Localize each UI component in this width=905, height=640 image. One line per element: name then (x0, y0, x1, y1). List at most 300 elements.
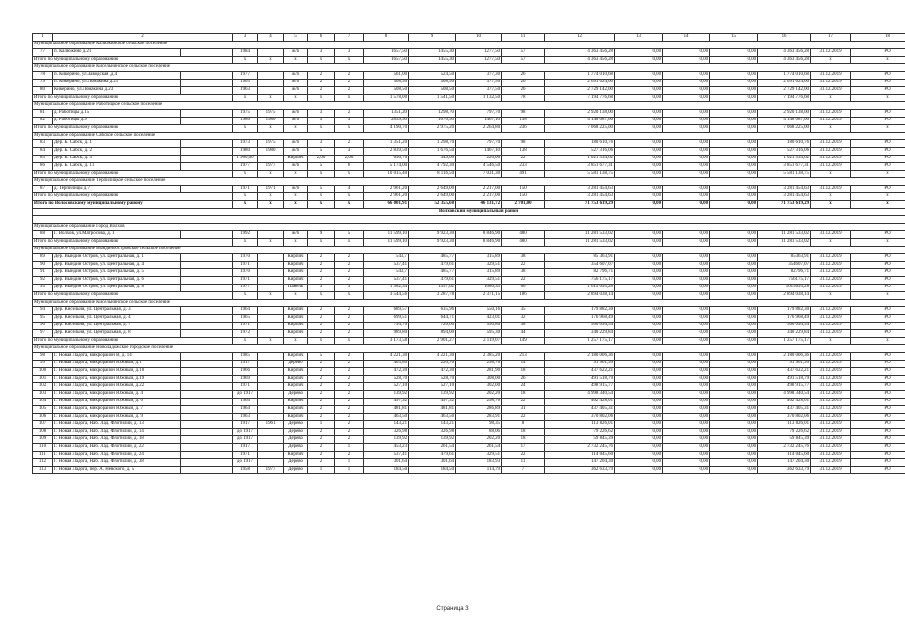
address-cell: Дер. Б. Сабск, д. 3 (53, 155, 181, 163)
table-cell: 2 (335, 71, 364, 79)
table-cell: 0,00 (663, 117, 710, 125)
total-cell: 8 116,50 (409, 170, 456, 178)
column-number: 9 (409, 34, 456, 42)
table-cell: 362 633,79 (545, 466, 615, 474)
table-cell: 2 (335, 277, 364, 285)
table-cell: РО (851, 49, 905, 57)
total-label: Итого по муниципальному образованию (33, 337, 233, 345)
table-cell: 98 (502, 109, 545, 117)
total-cell: х (308, 193, 335, 201)
table-cell: 2 (308, 269, 335, 277)
table-cell: 31.12.2019 (811, 406, 851, 414)
total-cell: 0,00 (615, 56, 663, 64)
table-cell: 1971 (233, 261, 258, 269)
table-cell: 2 (335, 368, 364, 376)
table-cell: 96 (33, 322, 53, 330)
table-cell: 31.12.2019 (811, 428, 851, 436)
table-cell: 508,50 (409, 79, 456, 87)
table-cell (258, 383, 284, 391)
total-cell: х (335, 94, 364, 102)
total-cell: 0,00 (615, 170, 663, 178)
address-cell: Дер. Вындин Остров, ул. Центральная, д. 6 (53, 277, 181, 285)
total-cell: х (233, 239, 258, 247)
address-cell: Г. Новая Ладога, микрорайон Южный, д. 4 (53, 390, 181, 398)
table-cell: 301,64 (364, 459, 409, 467)
table-cell: 0,00 (615, 269, 663, 277)
table-cell: 0,00 (663, 277, 710, 285)
total-cell: х (233, 125, 258, 133)
municipality-section-row (33, 223, 905, 231)
table-cell: 2 180 006,36 (545, 352, 615, 360)
table-cell (258, 155, 284, 163)
table-cell (258, 352, 284, 360)
total-cell: 491 (502, 170, 545, 178)
total-cell: х (811, 337, 851, 345)
table-cell: 2 (308, 261, 335, 269)
total-cell: х (284, 125, 308, 133)
table-row (33, 307, 905, 315)
table-cell: 5 174,00 (364, 163, 409, 171)
address-cell: Г. Новая Ладога, Наб. Лад. Флотилии, д. 22 (53, 444, 181, 452)
table-cell: Кирпич (284, 314, 308, 322)
table-cell: 315,89 (456, 269, 502, 277)
total-cell: х (258, 239, 284, 247)
table-row (33, 163, 905, 171)
table-cell: 2 (308, 71, 335, 79)
total-cell: х (308, 337, 335, 345)
table-cell: 0,00 (710, 406, 758, 414)
table-cell: 527,10 (364, 383, 409, 391)
table-cell: 1080,35 (456, 284, 502, 292)
total-cell: 1277,50 (456, 56, 502, 64)
column-number: 1 (33, 34, 53, 42)
municipality-total-row (33, 56, 905, 64)
total-cell: 2 975,20 (409, 125, 456, 133)
table-cell: Дерево (284, 444, 308, 452)
table-cell (181, 163, 233, 171)
table-cell: 2 (335, 352, 364, 360)
table-cell: ж/б (284, 140, 308, 148)
table-cell: 59 845,39 (545, 436, 615, 444)
table-cell: 497,32 (364, 398, 409, 406)
table-cell: 472,30 (409, 368, 456, 376)
table-cell (181, 368, 233, 376)
total-cell: х (335, 125, 364, 133)
table-cell: 0,00 (615, 87, 663, 95)
table-cell (258, 390, 284, 398)
table-cell (181, 444, 233, 452)
table-cell: 91 961,99 (758, 360, 811, 368)
table-cell: РО (851, 284, 905, 292)
address-cell: Дер. Вындин Остров, ул. Центральная, д. 5 (53, 269, 181, 277)
table-cell (181, 352, 233, 360)
table-cell (181, 428, 233, 436)
table-cell (181, 375, 233, 383)
table-cell: 0,00 (663, 49, 710, 57)
table-cell: 0,00 (663, 368, 710, 376)
table-cell: 1963 (233, 87, 258, 95)
total-cell: 1 541,50 (409, 94, 456, 102)
table-cell: 508,50 (364, 79, 409, 87)
table-cell: 543,7 (364, 254, 409, 262)
table-cell: 524,50 (409, 71, 456, 79)
table-cell: 403,80 (364, 360, 409, 368)
table-cell: 0,00 (710, 413, 758, 421)
table-cell (258, 459, 284, 467)
column-number: 10 (456, 34, 502, 42)
table-cell: 2 (308, 368, 335, 376)
total-cell: 2 961,20 (364, 193, 409, 201)
table-cell: 3 (335, 49, 364, 57)
table-cell: 6 (335, 163, 364, 171)
table-cell: 11 281 533,02 (758, 231, 811, 239)
table-cell: 38 (502, 322, 545, 330)
table-cell: 0,00 (663, 413, 710, 421)
table-cell: 80 (33, 87, 53, 95)
table-cell: РО (851, 421, 905, 429)
table-cell: 340 229,84 (758, 330, 811, 338)
table-cell: 0,00 (663, 109, 710, 117)
column-number: 15 (710, 34, 758, 42)
table-cell: 31.12.2019 (811, 71, 851, 79)
total-cell: 0,00 (710, 125, 758, 133)
table-cell: 3 281 454,63 (758, 185, 811, 193)
table-cell: 1971 (258, 185, 284, 193)
table-cell: РО (851, 71, 905, 79)
table-cell: 1 (308, 466, 335, 474)
table-cell: 4 (335, 185, 364, 193)
table-cell: 1980 (233, 147, 258, 155)
table-cell: 2 (308, 383, 335, 391)
table-cell (181, 79, 233, 87)
table-cell: 90 (33, 261, 53, 269)
address-cell: Дер. Вындин Остров, ул. Центральная, д. 1 (53, 254, 181, 262)
table-cell: 261,54 (456, 444, 502, 452)
table-cell (258, 277, 284, 285)
total-cell: 0,00 (615, 94, 663, 102)
total-cell: 0,00 (710, 94, 758, 102)
table-cell: 2 (335, 436, 364, 444)
table-cell: 689,57 (364, 307, 409, 315)
table-cell: 4 148 087,00 (545, 117, 615, 125)
municipality-section-row (33, 178, 905, 186)
table-cell: 31.12.2019 (811, 87, 851, 95)
table-cell: 1971 (233, 322, 258, 330)
table-cell: 644,71 (409, 314, 456, 322)
table-cell: 0,00 (615, 155, 663, 163)
total-cell: х (308, 170, 335, 178)
table-cell: РО (851, 155, 905, 163)
table-cell: 3 (335, 147, 364, 155)
table-cell: 18 (502, 368, 545, 376)
table-row (33, 254, 905, 262)
table-cell: 0,00 (663, 360, 710, 368)
table-cell: РО (851, 459, 905, 467)
table-cell: 35 (502, 307, 545, 315)
table-cell: 0,00 (615, 147, 663, 155)
table-cell: 261,54 (409, 444, 456, 452)
total-cell: х (308, 201, 335, 209)
table-cell: 0,00 (710, 155, 758, 163)
table-cell: 537,41 (364, 277, 409, 285)
table-cell (181, 330, 233, 338)
table-cell: 31.12.2019 (811, 352, 851, 360)
table-cell: 31.12.2019 (811, 254, 851, 262)
table-row (33, 140, 905, 148)
table-cell: 31.12.2019 (811, 79, 851, 87)
total-cell: х (811, 125, 851, 133)
total-cell: х (233, 94, 258, 102)
total-cell: 150 (502, 193, 545, 201)
table-cell: 31.12.2019 (811, 117, 851, 125)
table-cell: 176 968,49 (545, 314, 615, 322)
address-cell: п. Кикерино, ул.Ломакина д.21 (53, 79, 181, 87)
table-cell: 0,00 (615, 436, 663, 444)
column-number: 6 (308, 34, 335, 42)
table-cell (258, 360, 284, 368)
table-cell: 9 (308, 231, 335, 239)
table-cell: 2 (335, 330, 364, 338)
table-cell: 2 (308, 398, 335, 406)
table-cell: 1 351,20 (364, 140, 409, 148)
municipality-section-row (33, 41, 905, 49)
table-cell: 0,00 (710, 163, 758, 171)
address-cell: д. Работицы д.15 (53, 109, 181, 117)
table-cell: 38 (502, 269, 545, 277)
table-cell: 0,00 (663, 406, 710, 414)
table-cell: РО (851, 444, 905, 452)
table-row (33, 330, 905, 338)
table-cell: 111 (33, 451, 53, 459)
address-cell: Дер. Вындин Остров, ул. Центральная, д. 8 (53, 284, 181, 292)
table-cell: 1676,50 (409, 117, 456, 125)
table-cell: 485,77 (409, 269, 456, 277)
table-cell: 0,00 (615, 140, 663, 148)
total-cell: х (811, 239, 851, 247)
table-cell: 0,00 (615, 360, 663, 368)
total-cell: 2 217,00 (456, 193, 502, 201)
table-cell: 179 882,30 (758, 307, 811, 315)
table-cell: 0,00 (663, 330, 710, 338)
total-cell: 0,00 (710, 201, 758, 209)
total-cell: х (233, 337, 258, 345)
table-cell: 26 (502, 71, 545, 79)
table-cell: 139,92 (409, 390, 456, 398)
table-cell: 0,00 (710, 49, 758, 57)
table-cell: 5 (308, 352, 335, 360)
table-row (33, 421, 905, 429)
table-cell: 989,80 (364, 330, 409, 338)
table-cell: ж/б (284, 71, 308, 79)
table-cell: 0,00 (663, 352, 710, 360)
table-cell: 2 (335, 383, 364, 391)
table-cell (258, 284, 284, 292)
table-cell: РО (851, 368, 905, 376)
table-cell: 0,00 (710, 269, 758, 277)
table-cell: 11 (502, 459, 545, 467)
table-cell (181, 254, 233, 262)
table-cell: 3 281 454,63 (545, 185, 615, 193)
table-cell: 22 (502, 451, 545, 459)
table-cell: 31.12.2019 (811, 307, 851, 315)
table-cell: 2 (308, 375, 335, 383)
table-cell: 147 204,30 (758, 459, 811, 467)
table-row (33, 284, 905, 292)
table-cell: 3 (308, 140, 335, 148)
table-cell: 1 021 534,62 (545, 155, 615, 163)
table-cell: 301,64 (409, 459, 456, 467)
table-row (33, 383, 905, 391)
table-cell: 0,00 (663, 390, 710, 398)
table-cell: 0,00 (615, 330, 663, 338)
table-row (33, 390, 905, 398)
table-cell: 5 (308, 147, 335, 155)
table-cell: Кирпич (284, 254, 308, 262)
table-cell: 31.12.2019 (811, 49, 851, 57)
total-cell: 0,00 (710, 292, 758, 300)
table-cell: 4 363 456,28 (545, 49, 615, 57)
total-cell: 3 287,78 (409, 292, 456, 300)
table-cell: 2,00 (308, 155, 335, 163)
total-cell: х (335, 201, 364, 209)
total-cell: 2 901,27 (409, 337, 456, 345)
table-cell (258, 406, 284, 414)
table-cell: 0,00 (663, 314, 710, 322)
table-cell: ж/б (284, 87, 308, 95)
municipality-total-row (33, 292, 905, 300)
table-cell: 0,00 (710, 277, 758, 285)
section-title: Муниципальное образование Работицкое сельское поселение (33, 102, 905, 110)
section-title: Муниципальное образование Кисельнинское сельское поселение (33, 64, 905, 72)
total-cell: х (284, 239, 308, 247)
table-cell: 98 (502, 140, 545, 148)
total-cell: х (258, 193, 284, 201)
total-cell: 7 194 776,68 (545, 94, 615, 102)
table-cell: 2 (308, 390, 335, 398)
table-cell: 528,70 (364, 375, 409, 383)
municipality-section-row (33, 246, 905, 254)
table-cell: 308,00 (456, 375, 502, 383)
table-cell: 1964 (233, 398, 258, 406)
address-cell: д. Терпилицы д.7 (53, 185, 181, 193)
total-cell: 0,00 (663, 56, 710, 64)
table-body (33, 34, 905, 474)
table-row (33, 49, 905, 57)
table-row (33, 436, 905, 444)
table-cell: 0,00 (663, 428, 710, 436)
table-cell: 497,32 (409, 398, 456, 406)
table-row (33, 314, 905, 322)
total-cell: х (851, 94, 905, 102)
table-cell: 2 961,20 (364, 185, 409, 193)
table-cell: 0,00 (663, 269, 710, 277)
table-cell: 0,00 (615, 451, 663, 459)
table-cell: 2 732 245,76 (545, 444, 615, 452)
total-cell: х (308, 94, 335, 102)
table-cell: 91 961,99 (545, 360, 615, 368)
table-cell: 0,00 (615, 466, 663, 474)
table-cell: 479,61 (409, 277, 456, 285)
table-row (33, 406, 905, 414)
total-cell: х (811, 56, 851, 64)
total-cell: 2 894 038,14 (545, 292, 615, 300)
total-cell: 0,00 (615, 239, 663, 247)
table-cell: 560 094,54 (758, 322, 811, 330)
table-cell: 2 (308, 360, 335, 368)
total-cell: 236 (502, 125, 545, 133)
table-cell: 108 (33, 428, 53, 436)
total-cell: 0,00 (663, 337, 710, 345)
table-cell: 0,00 (710, 398, 758, 406)
table-cell: Кирпич (284, 155, 308, 163)
total-cell: х (233, 193, 258, 201)
table-cell: ж/б (284, 147, 308, 155)
table-cell: Кирпич (284, 330, 308, 338)
total-cell: 2 894 038,14 (758, 292, 811, 300)
table-cell: 1 (335, 466, 364, 474)
table-cell (258, 254, 284, 262)
table-cell: 0,00 (710, 322, 758, 330)
table-cell: 4 148 087,00 (758, 117, 811, 125)
total-cell: 2 264,80 (456, 125, 502, 133)
total-cell: 7 068 225,00 (758, 125, 811, 133)
table-cell: 26 (502, 87, 545, 95)
table-cell: 0,00 (710, 436, 758, 444)
total-label: Итого по муниципальному образованию (33, 239, 233, 247)
table-cell: 0,00 (663, 307, 710, 315)
table-cell: 0,00 (615, 185, 663, 193)
table-cell: 0,00 (710, 307, 758, 315)
municipality-section-row (33, 345, 905, 353)
total-cell: 7 068 225,00 (545, 125, 615, 133)
total-label: Итого по Волосовскому муниципальному району (33, 201, 233, 209)
blank-cell (33, 216, 905, 224)
table-cell: 31.12.2019 (811, 375, 851, 383)
table-cell: 2 (308, 87, 335, 95)
total-cell: 0,00 (615, 337, 663, 345)
table-cell: 2 (335, 269, 364, 277)
total-cell: 0,00 (615, 193, 663, 201)
table-cell: Кирпич (284, 375, 308, 383)
table-cell (258, 322, 284, 330)
table-cell: 1 615 095,28 (545, 284, 615, 292)
table-cell: 31.12.2019 (811, 314, 851, 322)
table-cell: 2 (335, 390, 364, 398)
table-cell: 93 (33, 284, 53, 292)
table-row (33, 398, 905, 406)
table-cell (258, 269, 284, 277)
table-cell: 0,00 (615, 231, 663, 239)
table-row (33, 71, 905, 79)
table-cell: 481,81 (409, 406, 456, 414)
table-cell: 3 (335, 284, 364, 292)
table-cell: 2 (335, 87, 364, 95)
total-cell: 4 363 456,28 (545, 56, 615, 64)
total-cell: х (258, 337, 284, 345)
table-cell: 1980 (233, 117, 258, 125)
total-cell: х (308, 292, 335, 300)
table-cell: РО (851, 109, 905, 117)
table-cell: 2 (335, 398, 364, 406)
table-row (33, 185, 905, 193)
table-row (33, 87, 905, 95)
table-cell: РО (851, 117, 905, 125)
municipality-total-row (33, 125, 905, 133)
column-number: 5 (284, 34, 308, 42)
municipality-total-row (33, 94, 905, 102)
table-cell: 699,51 (364, 314, 409, 322)
address-cell: Дер. Кисельня, ул. Центральная, д. 3 (53, 307, 181, 315)
